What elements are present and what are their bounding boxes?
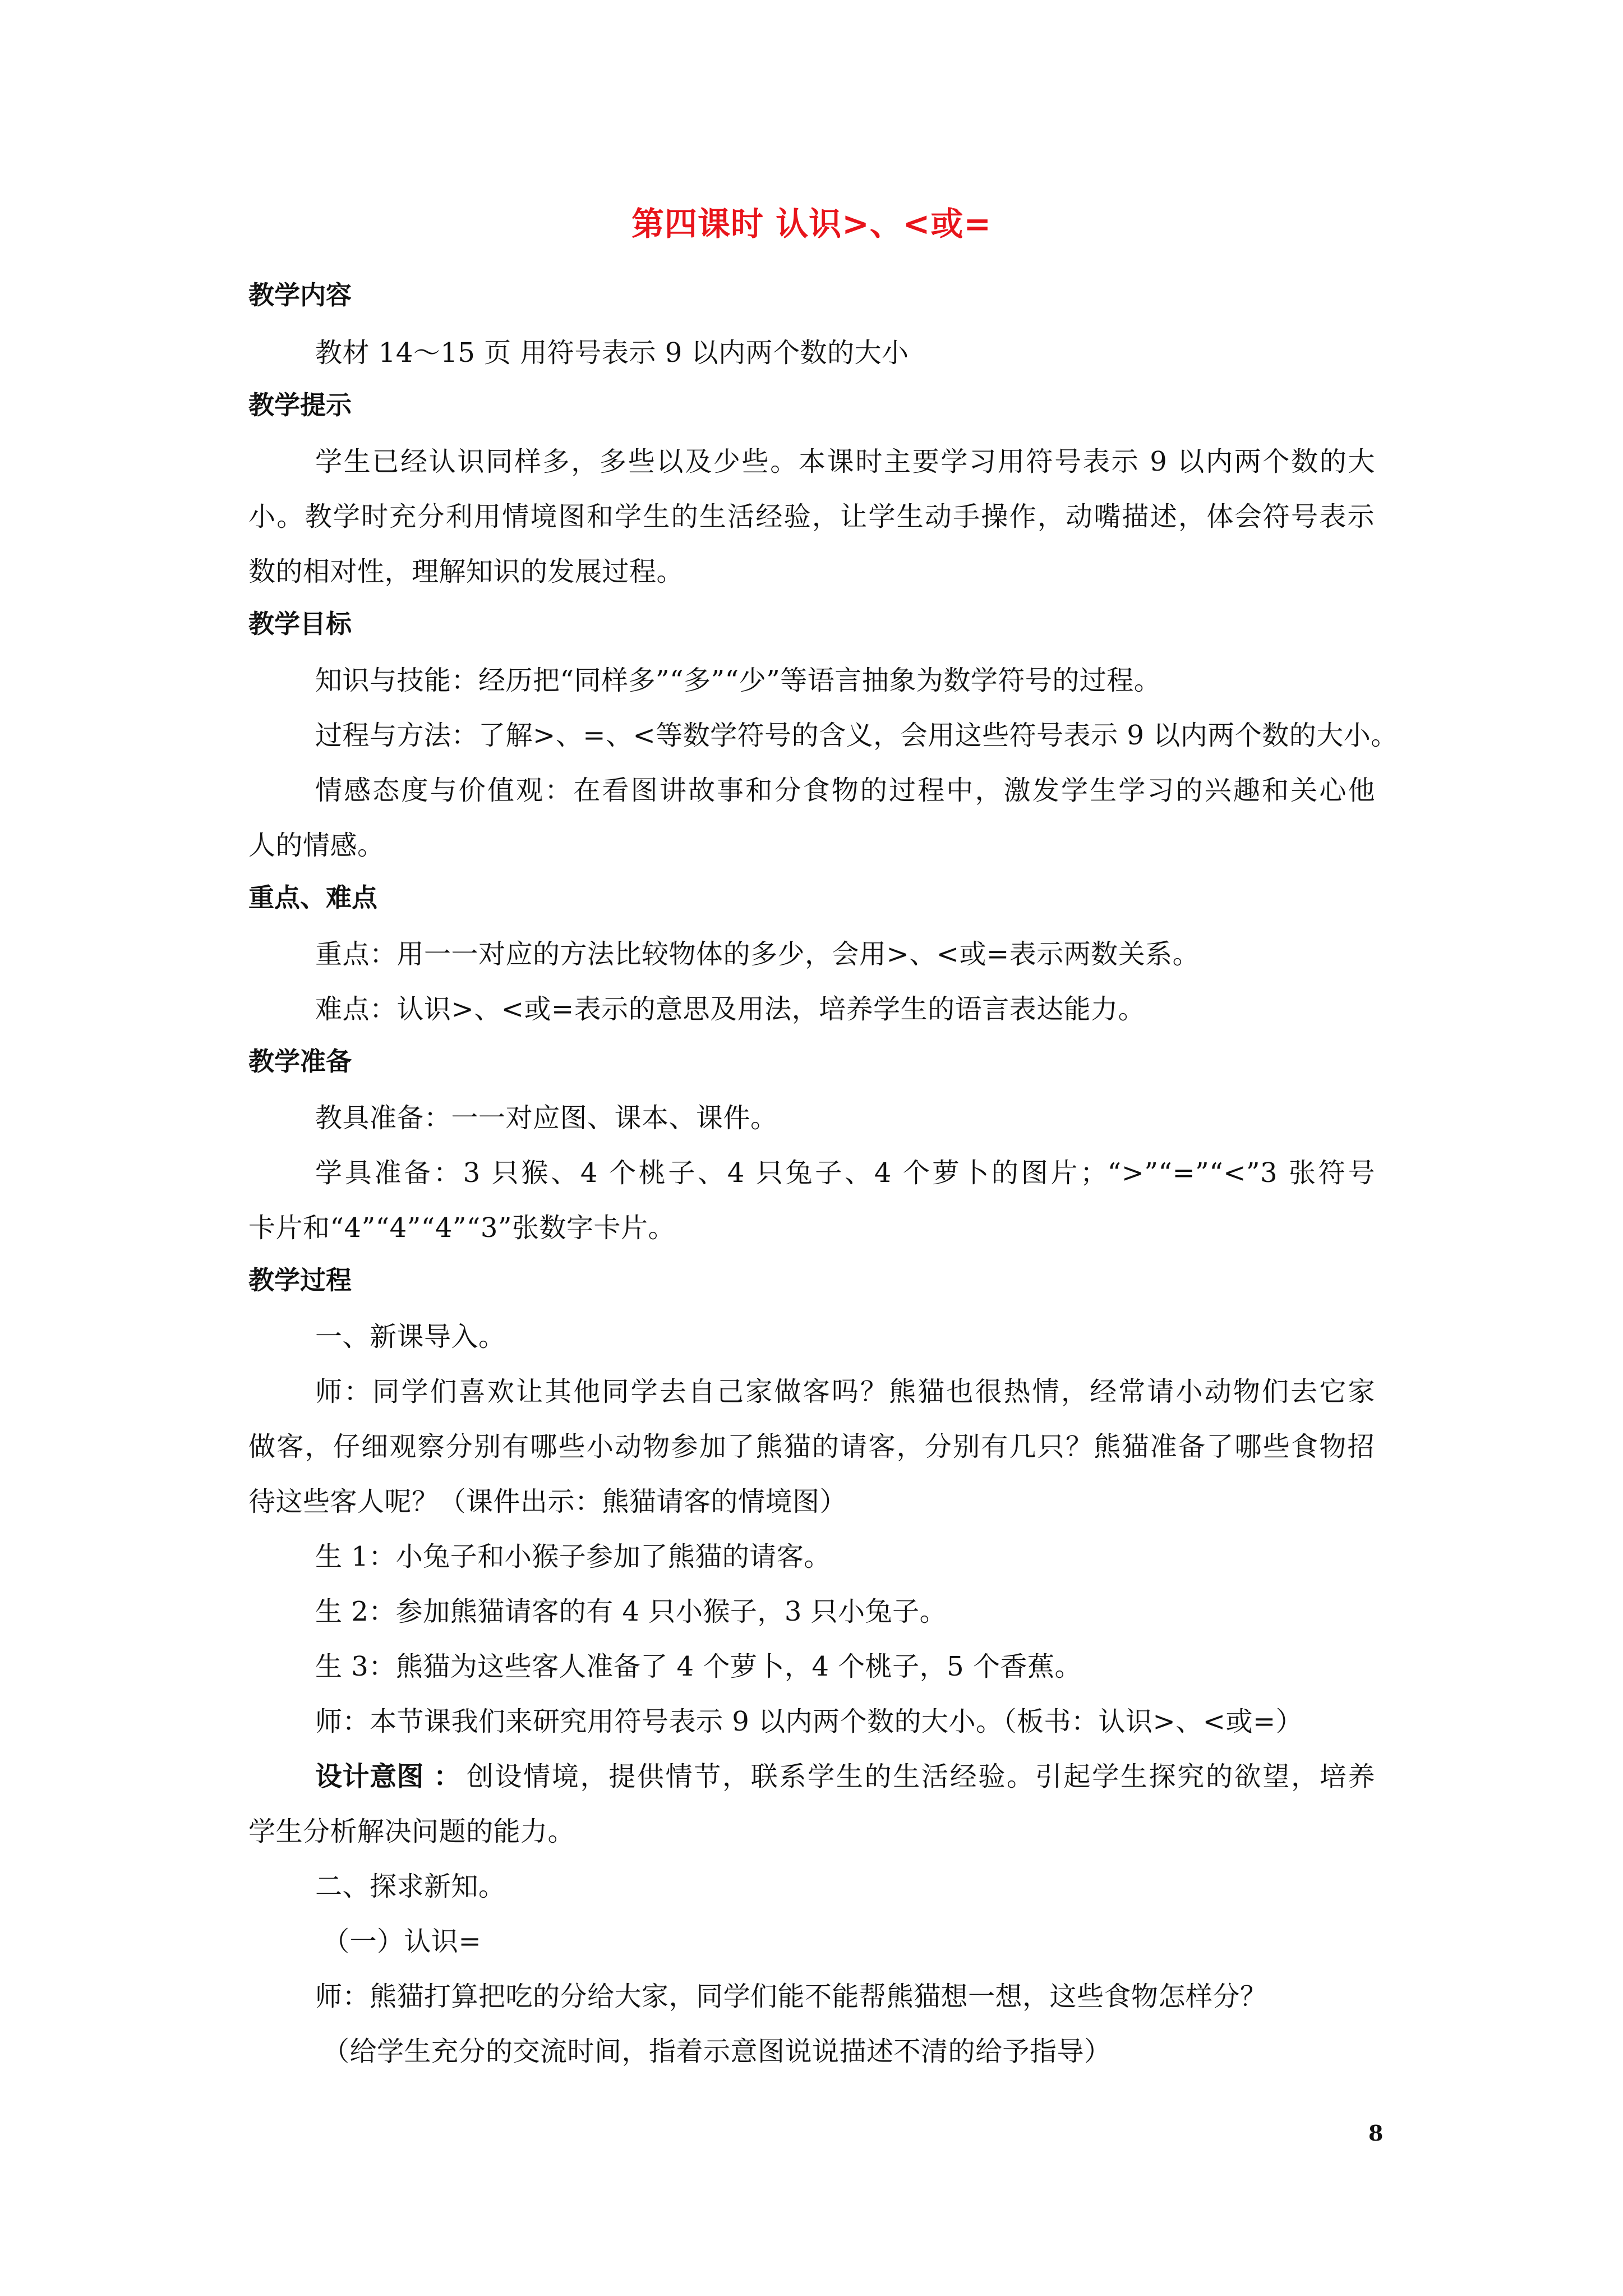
page-number: 8 [1368, 2120, 1384, 2146]
section-heading-process: 教学过程 [248, 1265, 352, 1295]
design-intent-line-2: 学生分析解决问题的能力。 [248, 1816, 575, 1847]
tips-line-3: 数的相对性，理解知识的发展过程。 [248, 556, 684, 587]
section-heading-preparation: 教学准备 [248, 1046, 352, 1076]
process-line-3: 做客，仔细观察分别有哪些小动物参加了熊猫的请客，分别有几只？熊猫准备了哪些食物招 [248, 1431, 1375, 1462]
section-heading-tips: 教学提示 [248, 390, 352, 420]
design-intent-text: 创设情境，提供情节，联系学生的生活经验。引起学生探究的欲望，培养 [466, 1761, 1375, 1792]
prep-line-1: 教具准备：一一对应图、课本、课件。 [315, 1102, 778, 1134]
key-line-1: 重点：用一一对应的方法比较物体的多少，会用>、<或=表示两数关系。 [315, 938, 1200, 970]
goals-line-3: 情感态度与价值观：在看图讲故事和分食物的过程中，激发学生学习的兴趣和关心他 [315, 775, 1375, 806]
goals-line-1: 知识与技能：经历把“同样多”“多”“少”等语言抽象为数学符号的过程。 [315, 665, 1161, 696]
section-heading-goals: 教学目标 [248, 609, 352, 639]
tips-line-2: 小。教学时充分利用情境图和学生的生活经验，让学生动手操作，动嘴描述，体会符号表示 [248, 501, 1375, 532]
process-line-5: 生 1：小兔子和小猴子参加了熊猫的请客。 [315, 1541, 831, 1572]
explore-line-2: （一）认识= [322, 1926, 482, 1957]
process-line-2: 师：同学们喜欢让其他同学去自己家做客吗？熊猫也很热情，经常请小动物们去它家 [315, 1376, 1375, 1407]
process-line-8: 师：本节课我们来研究用符号表示 9 以内两个数的大小。（板书：认识>、<或=） [315, 1706, 1303, 1737]
process-line-7: 生 3：熊猫为这些客人准备了 4 个萝卜，4 个桃子，5 个香蕉。 [315, 1651, 1082, 1682]
section-heading-key-points: 重点、难点 [248, 882, 377, 913]
prep-line-2: 学具准备：3 只猴、4 个桃子、4 只兔子、4 个萝卜的图片；“>”“=”“<”3 张符号 [315, 1157, 1375, 1189]
goals-line-2: 过程与方法：了解>、=、<等数学符号的含义，会用这些符号表示 9 以内两个数的大小。 [315, 720, 1398, 751]
goals-line-4: 人的情感。 [248, 830, 385, 861]
key-line-2: 难点：认识>、<或=表示的意思及用法，培养学生的语言表达能力。 [315, 993, 1146, 1025]
page-title: 第四课时 认识>、<或= [631, 205, 992, 243]
explore-line-4: （给学生充分的交流时间，指着示意图说说描述不清的给予指导） [322, 2036, 1112, 2067]
tips-line-1: 学生已经认识同样多，多些以及少些。本课时主要学习用符号表示 9 以内两个数的大 [315, 446, 1375, 477]
explore-line-3: 师：熊猫打算把吃的分给大家，同学们能不能帮熊猫想一想，这些食物怎样分？ [315, 1981, 1267, 2012]
design-intent-line [315, 1755, 1375, 1793]
process-line-6: 生 2：参加熊猫请客的有 4 只小猴子，3 只小兔子。 [315, 1596, 947, 1627]
section-heading-content: 教学内容 [248, 280, 352, 310]
prep-line-3: 卡片和“4”“4”“4”“3”张数字卡片。 [248, 1212, 675, 1244]
content-line: 教材 14～15 页 用符号表示 9 以内两个数的大小 [315, 337, 909, 369]
process-line-4: 待这些客人呢？（课件出示：熊猫请客的情境图） [248, 1486, 847, 1517]
explore-line-1: 二、探求新知。 [315, 1871, 506, 1902]
design-intent-label: 设计意图 ： [315, 1761, 461, 1792]
process-line-1: 一、新课导入。 [315, 1321, 506, 1352]
